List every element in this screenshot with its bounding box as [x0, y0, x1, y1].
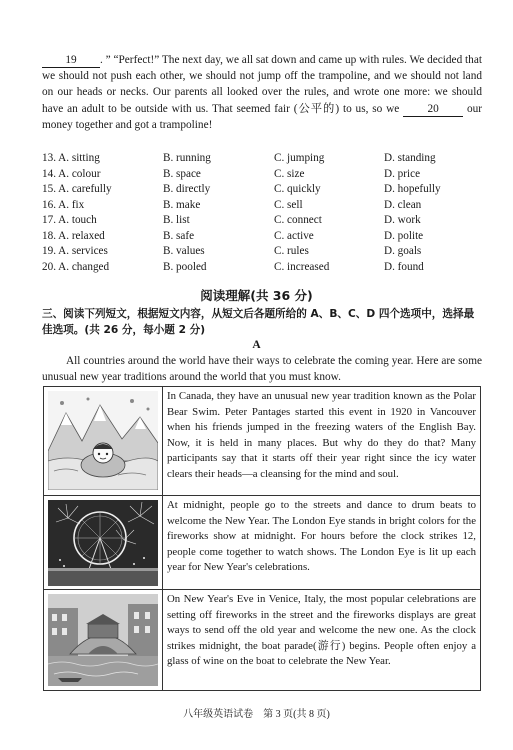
passage-ending — [42, 52, 482, 133]
table-row-venice — [44, 589, 480, 691]
option-15-a: 15. A. carefully — [42, 183, 112, 195]
option-row-13 — [42, 152, 482, 168]
blank-20: 20 — [403, 103, 463, 117]
option-row-16 — [42, 199, 482, 215]
passage-last-line: our money together and got a trampoline! — [42, 102, 483, 131]
passage-intro-text: All countries around the world have their ways to celebrate the coming year. Here are some unusual new year traditions around the world that you must know. — [42, 355, 482, 383]
option-17-c: C. connect — [274, 214, 322, 226]
image-cell — [44, 496, 163, 590]
option-14-a: 14. A. colour — [42, 167, 101, 180]
table-row-canada — [44, 387, 480, 495]
option-row-20 — [42, 261, 482, 277]
option-14-c: C. size — [274, 167, 305, 180]
option-16-a: 16. A. fix — [42, 198, 85, 211]
option-18-a: 18. A. relaxed — [42, 229, 105, 242]
option-19-c: C. rules — [274, 245, 309, 257]
option-15-d: D. hopefully — [384, 183, 441, 195]
passage-intro — [42, 353, 482, 385]
option-16-d: D. clean — [384, 198, 422, 211]
option-18-b: B. safe — [163, 229, 195, 242]
option-14-b: B. space — [163, 167, 201, 180]
option-19-d: D. goals — [384, 245, 422, 257]
option-15-b: B. directly — [163, 183, 211, 195]
option-13-c: C. jumping — [274, 152, 325, 164]
passage-line-1: . ” “Perfect!” The next day, we all sat down and came up with rules. — [100, 54, 407, 66]
option-17-a: 17. A. touch — [42, 214, 97, 226]
london-eye-fireworks-photo-icon — [48, 500, 158, 586]
passage-body: We decided that we should not push each other, we should not jump off the trampoline, and we should not land on our heads or necks. Our parents all looked over the rules, and wrote one more: we should have an adult to be outside with us. That seemed fair (公平的) to us, so we — [42, 54, 482, 115]
traditions-table — [43, 386, 481, 691]
london-text: At midnight, people go to the streets and dance to drum beats to welcome the New Year. The London Eye stands in bright colors for the fireworks show at midnight. For hours before the clock strikes 12, people come together to watch shows. The London Eye is lit up each year for New Year's celebrations. — [167, 499, 476, 574]
option-20-c: C. increased — [274, 260, 330, 273]
blank-19: 19 — [42, 54, 100, 68]
option-13-a: 13. A. sitting — [42, 152, 100, 164]
option-19-b: B. values — [163, 245, 205, 257]
section-instruction: 三、阅读下列短文，根据短文内容，从短文后各题所给的 A、B、C、D 四个选项中，选择最佳选项。(共 26 分，每小题 2 分) — [42, 308, 475, 336]
option-18-d: D. polite — [384, 229, 424, 242]
image-cell — [44, 387, 163, 495]
option-13-b: B. running — [163, 152, 211, 164]
option-row-15 — [42, 183, 482, 199]
option-17-b: B. list — [163, 214, 190, 226]
table-row-london — [44, 495, 480, 590]
image-cell — [44, 590, 163, 691]
option-16-b: B. make — [163, 198, 201, 211]
passage-letter: A — [252, 339, 261, 351]
polar-bear-swim-illustration-icon — [48, 391, 158, 490]
venice-text: On New Year's Eve in Venice, Italy, the most popular celebrations are setting off fireworks in the street and the fireworks displays are great ways to send off the old year and welcome the new one. As the clock strikes midnight, the boat parade(游行) begins. People often enjoy a glass of wine on the boat to celebrate the New Year. — [167, 593, 476, 668]
venice-bridge-photo-icon — [48, 594, 158, 686]
option-20-b: B. pooled — [163, 260, 207, 273]
option-18-c: C. active — [274, 229, 314, 242]
page-footer: 八年级英语试卷 第 3 页(共 8 页) — [183, 709, 330, 720]
canada-text: In Canada, they have an unusual new year tradition known as the Polar Bear Swim. Peter Pantages started this event in 1920 in Vancouver when his friends jumped in the freezing waters of the English Bay. Now, it is held in many places. But why do they do that? Many participants say that it starts off their year right since the icy water clears their heads—a cleansing for the mind and soul. — [167, 390, 476, 480]
option-row-18 — [42, 230, 482, 246]
option-13-d: D. standing — [384, 152, 436, 164]
option-20-d: D. found — [384, 260, 424, 273]
option-20-a: 20. A. changed — [42, 260, 110, 273]
option-row-19 — [42, 245, 482, 261]
option-row-17 — [42, 214, 482, 230]
option-15-c: C. quickly — [274, 183, 321, 195]
option-19-a: 19. A. services — [42, 245, 108, 257]
option-14-d: D. price — [384, 167, 421, 180]
option-16-c: C. sell — [274, 198, 303, 211]
option-17-d: D. work — [384, 214, 421, 226]
answer-options — [42, 152, 482, 276]
section-title: 阅读理解(共 36 分) — [200, 288, 313, 303]
option-row-14 — [42, 168, 482, 184]
